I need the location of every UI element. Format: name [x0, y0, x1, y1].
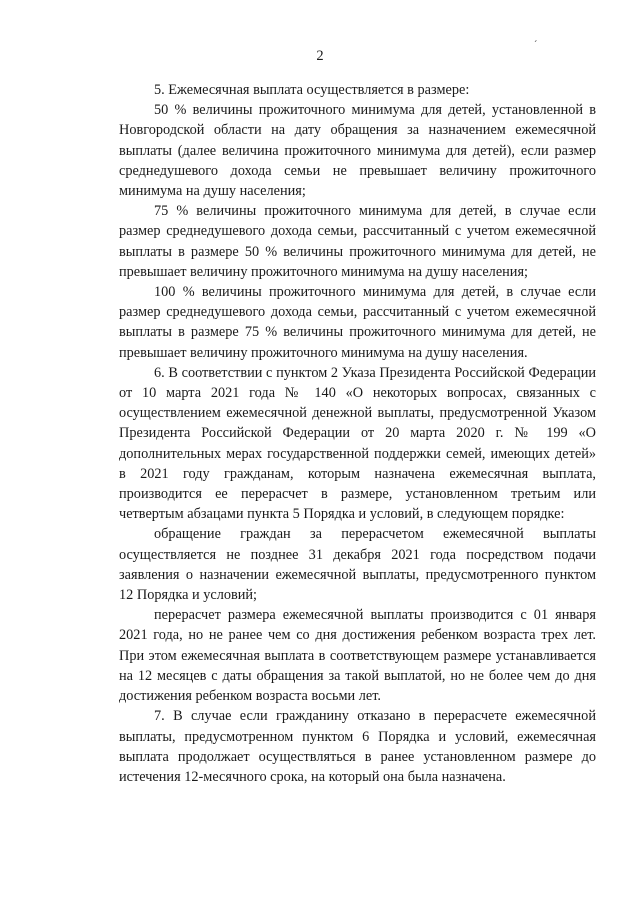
document-body: [119, 80, 596, 787]
paragraph-recalc-request: обращение граждан за перерасчетом ежемесячной выплаты осуществляется не позднее 31 декабря 2021 года посредством подачи заявления о назначении ежемесячной выплаты, предусмотренного пунктом 12 Порядка и условий;: [119, 526, 596, 604]
paragraph-100-percent: 100 % величины прожиточного минимума для детей, в случае если размер среднедушевого дохода семьи, рассчитанный с учетом ежемесячной выплаты в размере 75 % величины прожиточного минимума для детей, не превышает величину прожиточного минимума на душу населения.: [119, 284, 596, 361]
page-number: 2: [316, 48, 324, 64]
paragraph-50-percent: 50 % величины прожиточного минимума для детей, установленной в Новгородской области на дату обращения за назначением ежемесячной выплаты (далее величина прожиточного минимума для детей), если размер среднедушевого дохода семьи не превышает величину прожиточного минимума на душу населения;: [119, 102, 596, 200]
paragraph-recalc-procedure: перерасчет размера ежемесячной выплаты производится с 01 января 2021 года, но не ранее чем со дня достижения ребенком возраста трех лет. При этом ежемесячная выплата в соответствующем размере устанавливается на 12 месяцев с даты обращения за такой выплатой, но не более чем до дня достижения ребенком возраста восьми лет.: [119, 607, 596, 705]
paragraph-item-7: 7. В случае если гражданину отказано в перерасчете ежемесячной выплаты, предусмотренном пунктом 6 Порядка и условий, ежемесячная выплата продолжает осуществляться в ранее установленном размере до истечения 12-месячного срока, на который она была назначена.: [119, 708, 596, 785]
paragraph-item-6: 6. В соответствии с пунктом 2 Указа Президента Российской Федерации от 10 марта 2021 года № 140 «О некоторых вопросах, связанных с осуществлением ежемесячной денежной выплаты, предусмотренной Указом Президента Российской Федерации от 20 марта 2020 г. № 199 «О дополнительных мерах государственной поддержки семей, имеющих детей» в 2021 году гражданам, которым назначена ежемесячная выплата, производится ее перерасчет в размере, установленном третьим или четвертым абзацами пункта 5 Порядка и условий, в следующем порядке:: [119, 364, 596, 523]
paragraph-75-percent: 75 % величины прожиточного минимума для детей, в случае если размер среднедушевого дохода семьи, рассчитанный с учетом ежемесячной выплаты в размере 50 % величины прожиточного минимума для детей, не превышает величину прожиточного минимума на душу населения;: [119, 203, 596, 280]
paragraph-item-5-intro: 5. Ежемесячная выплата осуществляется в размере:: [154, 82, 470, 98]
corner-mark: ˊ: [534, 40, 538, 51]
